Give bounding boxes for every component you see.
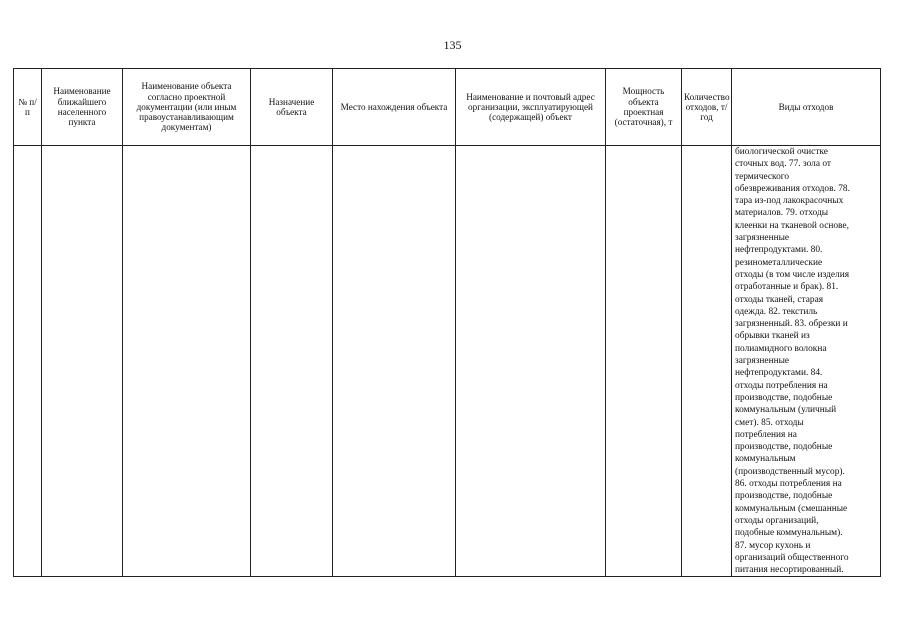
cell-location [333, 146, 456, 577]
header-settlement: Наименование ближайшего населенного пункта [42, 69, 123, 146]
table-header-row [14, 69, 881, 146]
table-row [14, 146, 881, 577]
cell-purpose [251, 146, 333, 577]
cell-capacity [606, 146, 682, 577]
cell-waste-types: биологической очистке сточных вод. 77. зола от термического обезвреживания отходов. 78. тара из-под лакокрасочных материалов. 79. отходы клеенки на тканевой основе, загрязненные нефтепродуктами. 80. резинометаллические отходы (в том числе изделия отработанные и брак). 81. отходы тканей, старая одежда. 82. текстиль загрязненный. 83. обрезки и обрывки тканей из полиамидного волокна загрязненные нефтепродуктами. 84. отходы потребления на производстве, подобные коммунальным (уличный смет). 85. отходы потребления на производстве, подобные коммунальным (производственный мусор). 86. отходы потребления на производстве, подобные коммунальным (смешанные отходы организаций, подобные коммунальным). 87. мусор кухонь и организаций общественного питания несортированный. [732, 146, 881, 577]
header-quantity: Количество отходов, т/год [682, 69, 732, 146]
header-capacity: Мощность объекта проектная (остаточная), т [606, 69, 682, 146]
waste-objects-table [13, 68, 881, 577]
cell-settlement [42, 146, 123, 577]
cell-organization [456, 146, 606, 577]
header-location: Место нахождения объекта [333, 69, 456, 146]
header-purpose: Назначение объекта [251, 69, 333, 146]
header-num: № п/п [14, 69, 42, 146]
header-waste-types: Виды отходов [732, 69, 881, 146]
header-organization: Наименование и почтовый адрес организации, эксплуатирующей (содержащей) объект [456, 69, 606, 146]
cell-num [14, 146, 42, 577]
cell-object-name [123, 146, 251, 577]
cell-quantity [682, 146, 732, 577]
header-object-name: Наименование объекта согласно проектной документации (или иным правоустанавливающим документам) [123, 69, 251, 146]
page-number: 135 [443, 38, 462, 52]
